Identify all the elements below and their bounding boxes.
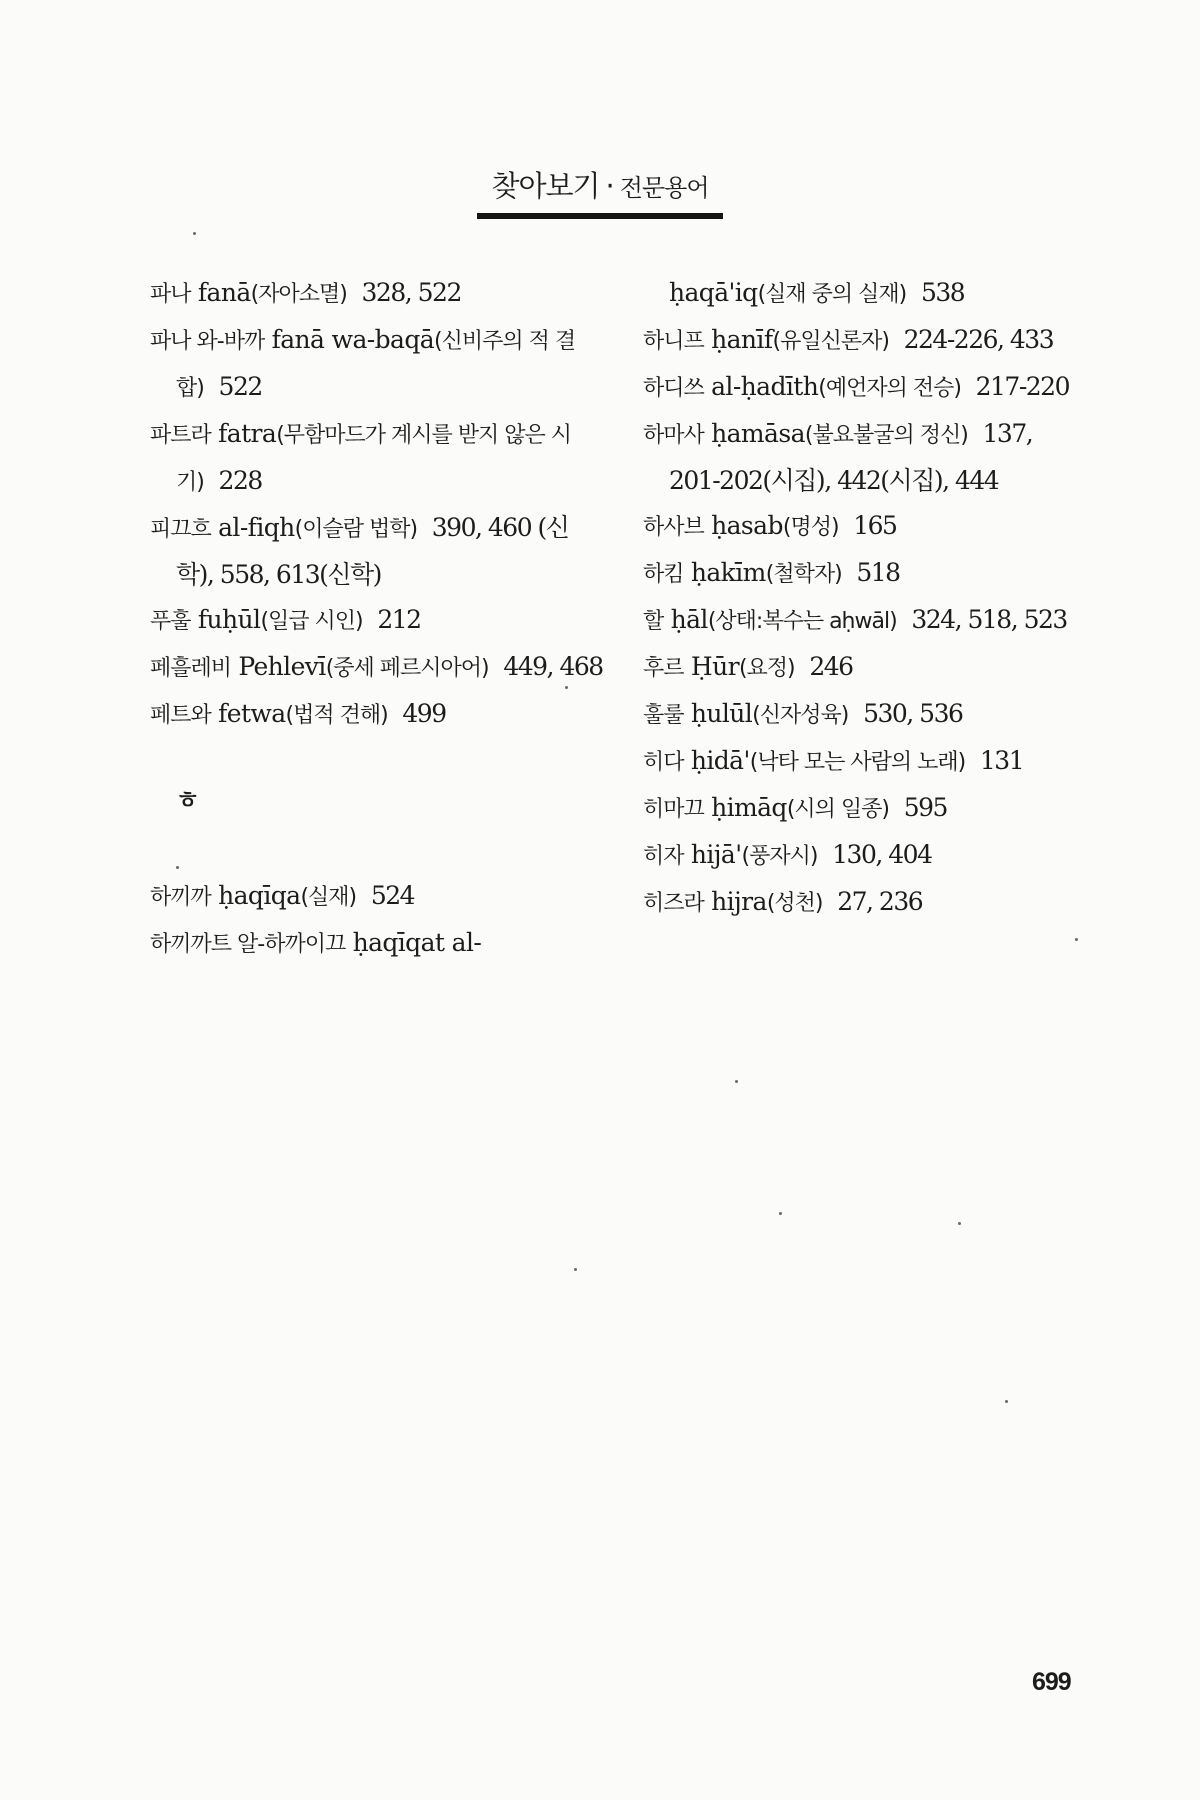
scan-speck	[574, 1268, 577, 1271]
index-entry: 히즈라 hijra(성천) 27, 236	[643, 887, 923, 916]
scan-speck	[779, 1212, 782, 1215]
scan-speck	[193, 232, 196, 235]
index-entry: 파나 fanā(자아소멸) 328, 522	[150, 278, 461, 307]
page-number: 699	[1032, 1668, 1071, 1696]
index-title	[477, 164, 722, 219]
index-entry: 하니프 ḥanīf(유일신론자) 224-226, 433	[643, 325, 1054, 354]
index-title-subtitle: 전문용어	[619, 174, 709, 202]
index-entry: 훌룰 ḥulūl(신자성육) 530, 536	[643, 699, 963, 728]
index-entry: 피끄흐 al-fiqh(이슬람 법학) 390, 460 (신학), 558, 613(신학)	[150, 513, 569, 589]
index-entry: 페흘레비 Pehlevī(중세 페르시아어) 449, 468	[150, 652, 603, 681]
index-entry: 파트라 fatra(무함마드가 계시를 받지 않은 시기) 228	[150, 419, 572, 495]
index-entry: 파나 와-바까 fanā wa-baqā(신비주의 적 결합) 522	[150, 325, 576, 401]
left-column	[150, 270, 605, 967]
index-entry: 하킴 ḥakīm(철학자) 518	[643, 558, 900, 587]
index-entry: 할 ḥāl(상태:복수는 aḥwāl) 324, 518, 523	[643, 605, 1067, 634]
index-entry: 후르 Ḥūr(요정) 246	[643, 652, 853, 681]
index-entry: 하끼까 ḥaqīqa(실재) 524	[150, 881, 415, 910]
right-column	[643, 270, 1088, 926]
index-entry: 히자 hijā'(풍자시) 130, 404	[643, 840, 932, 869]
index-entry: 히다 ḥidā'(낙타 모는 사람의 노래) 131	[643, 746, 1024, 775]
index-entry: 하디쓰 al-ḥadīth(예언자의 전승) 217-220	[643, 372, 1069, 401]
index-entry: 히마끄 ḥimāq(시의 일종) 595	[643, 793, 947, 822]
index-entry: 하마사 ḥamāsa(불요불굴의 정신) 137, 201-202(시집), 442(시집), 444	[643, 419, 1033, 495]
scan-speck	[565, 686, 568, 689]
scan-speck	[735, 1080, 738, 1083]
index-title-main: 찾아보기	[491, 169, 600, 203]
index-entry: 하사브 ḥasab(명성) 165	[643, 511, 897, 540]
page-header	[0, 164, 1200, 219]
index-entry: 페트와 fetwa(법적 견해) 499	[150, 699, 446, 728]
index-entry-continued: ḥaqā'iq(실재 중의 실재) 538	[669, 278, 965, 307]
scan-speck	[958, 1222, 961, 1225]
section-heading-hieut: ㅎ	[176, 786, 199, 814]
scan-speck	[176, 866, 179, 869]
index-entry: 푸훌 fuḥūl(일급 시인) 212	[150, 605, 421, 634]
index-entry: 하끼까트 알-하까이끄 ḥaqīqat al-	[150, 928, 482, 957]
title-separator: ·	[605, 169, 614, 203]
scan-speck	[1005, 1400, 1008, 1403]
scan-speck	[1075, 938, 1078, 941]
